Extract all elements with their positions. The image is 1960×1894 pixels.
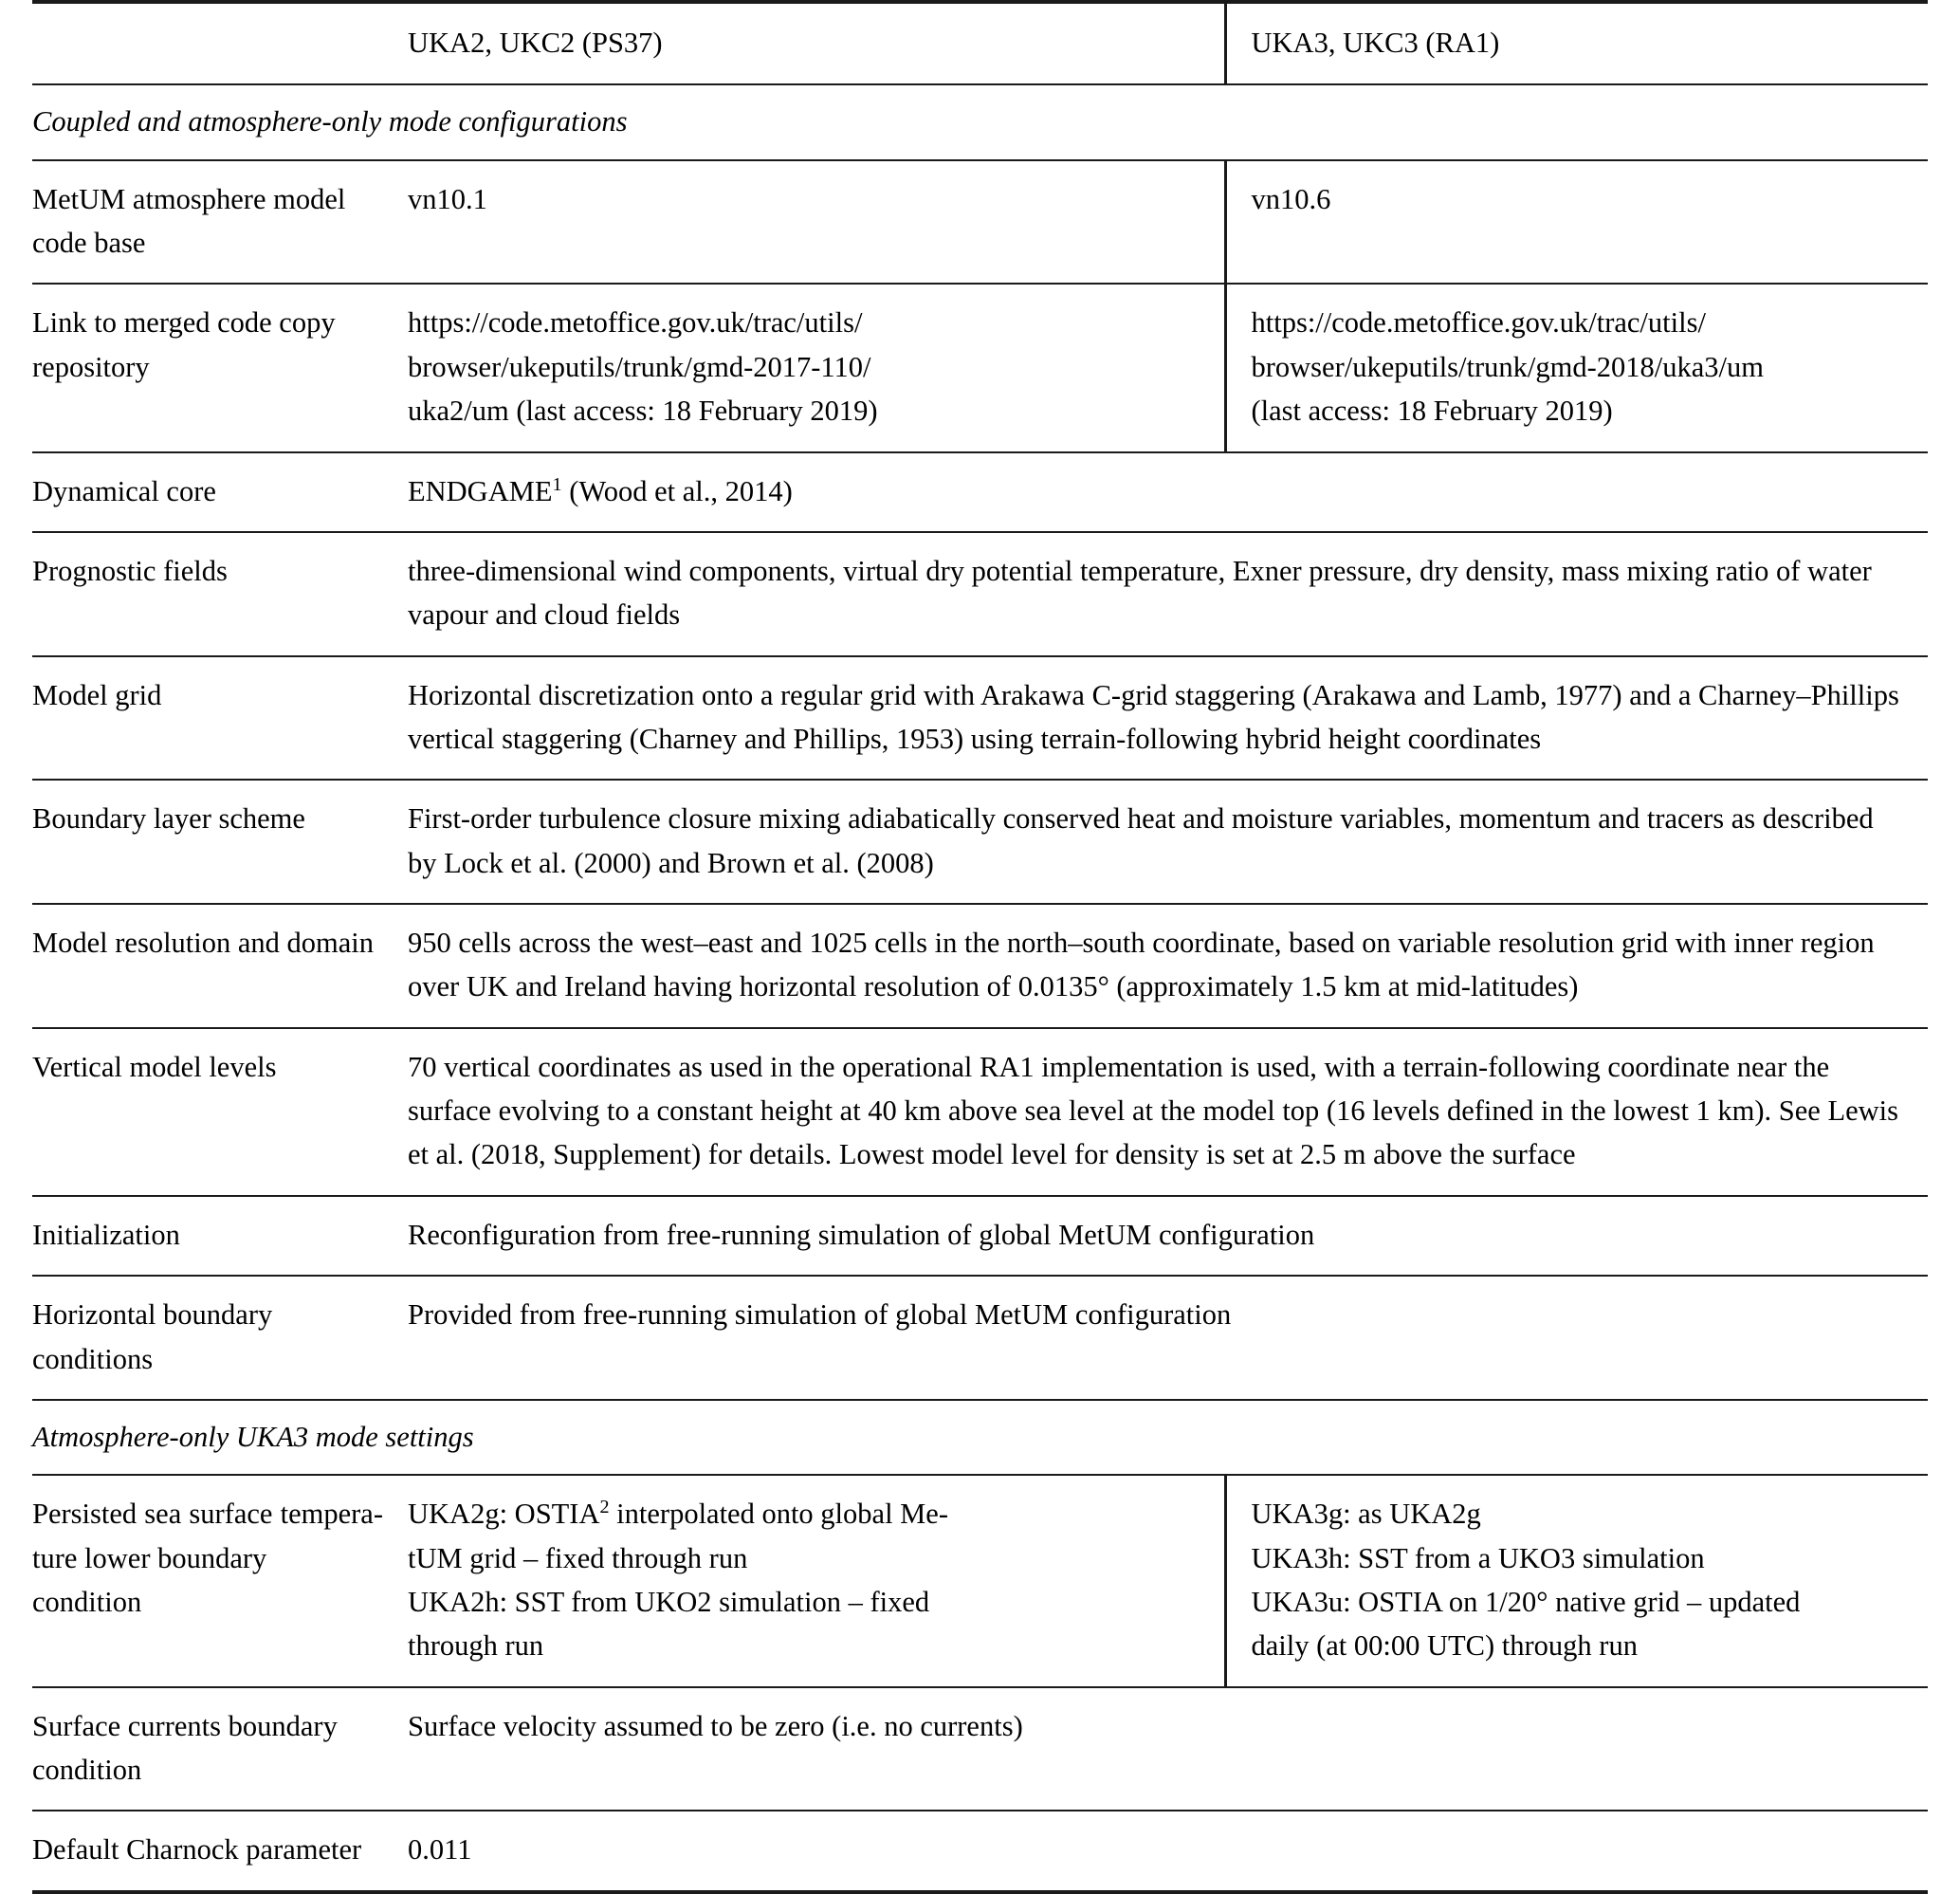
table-row (32, 284, 1928, 451)
row-label-line: Surface currents boundary (32, 1709, 338, 1742)
table-row (32, 1276, 1928, 1400)
row-label-dynamical-core: Dynamical core (32, 452, 408, 532)
model-configuration-table (32, 0, 1928, 1894)
footnote-marker-2: 2 (599, 1497, 610, 1518)
row-value-persisted-sst-uka3 (1225, 1475, 1928, 1686)
row-label-line: ture lower boundary condition (32, 1541, 267, 1618)
row-value-repository-uka2 (408, 284, 1225, 451)
sst-setting-line: UKA3u: OSTIA on 1/20° native grid – updated (1251, 1585, 1801, 1618)
row-value-horizontal-boundary-conditions: Provided from free-running simulation of global MetUM configuration (408, 1276, 1928, 1400)
repository-url-line: (last access: 18 February 2019) (1251, 395, 1613, 428)
row-value-boundary-layer-scheme: First-order turbulence closure mixing adiabatically conserved heat and moisture variables, momentum and tracers as described by Lock et al. (2000) and Brown et al. (2008) (408, 780, 1928, 904)
row-value-dynamical-core (408, 452, 1928, 532)
dynamical-core-citation: (Wood et al., 2014) (561, 474, 793, 507)
row-value-metum-uka2: vn10.1 (408, 160, 1225, 285)
row-value-charnock-parameter: 0.011 (408, 1811, 1928, 1891)
sst-setting-line: UKA3g: as UKA2g (1251, 1498, 1481, 1531)
row-label-model-grid: Model grid (32, 656, 408, 781)
row-label-vertical-model-levels: Vertical model levels (32, 1028, 408, 1196)
row-label-line: repository (32, 350, 150, 383)
row-label-boundary-layer-scheme: Boundary layer scheme (32, 780, 408, 904)
sst-setting-line: through run (408, 1629, 544, 1663)
sst-setting-line: daily (at 00:00 UTC) through run (1251, 1629, 1638, 1663)
sst-setting-line (408, 1492, 1196, 1535)
row-label-line: code base (32, 227, 146, 260)
repository-url-line: browser/ukeputils/trunk/gmd-2017-110/ (408, 350, 871, 383)
table-row (32, 904, 1928, 1028)
header-label-cell (32, 2, 408, 84)
repository-url-line: uka2/um (last access: 18 February 2019) (408, 395, 878, 428)
row-label-line: Persisted sea surface tempera- (32, 1498, 383, 1531)
table-row (32, 1811, 1928, 1891)
section-heading-row-atmosphere-only (32, 1400, 1928, 1475)
footnote-marker-1: 1 (552, 473, 562, 495)
bottom-rule-cell (32, 1892, 1928, 1894)
row-value-model-grid: Horizontal discretization onto a regular grid with Arakawa C-grid staggering (Arakawa and Lamb, 1977) and a Charney–Phillips vertical staggering (Charney and Phillips, 1953) using terrain-following hybrid height coordinates (408, 656, 1928, 781)
table-row (32, 1028, 1928, 1196)
section-heading-row-coupled (32, 84, 1928, 159)
row-value-vertical-model-levels: 70 vertical coordinates as used in the operational RA1 implementation is used, with a terrain-following coordinate near the surface evolving to a constant height at 40 km above sea level at the model top (16 levels defined in the lowest 1 km). See Lewis et al. (2018, Supplement) for details. Lowest model level for density is set at 2.5 m above the surface (408, 1028, 1928, 1196)
table-header-row (32, 2, 1928, 84)
row-label-prognostic-fields: Prognostic fields (32, 532, 408, 656)
row-value-persisted-sst-uka2 (408, 1475, 1225, 1686)
row-label-persisted-sst (32, 1475, 408, 1686)
section-heading-atmosphere-only: Atmosphere-only UKA3 mode settings (32, 1400, 1928, 1475)
row-label-line: condition (32, 1754, 142, 1787)
table-row (32, 160, 1928, 285)
section-heading-coupled: Coupled and atmosphere-only mode configurations (32, 84, 1928, 159)
repository-url-line: https://code.metoffice.gov.uk/trac/utils/ (408, 306, 863, 340)
row-label-initialization: Initialization (32, 1196, 408, 1276)
header-col-b: UKA3, UKC3 (RA1) (1225, 2, 1928, 84)
row-value-surface-currents: Surface velocity assumed to be zero (i.e. no currents) (408, 1687, 1928, 1811)
table-bottom-rule (32, 1892, 1928, 1894)
row-label-metum-code-base (32, 160, 408, 285)
table-row (32, 1196, 1928, 1276)
row-label-horizontal-boundary-conditions: Horizontal boundary conditions (32, 1276, 408, 1400)
sst-uka2g-post: interpolated onto global Me- (609, 1498, 948, 1531)
table-row (32, 656, 1928, 781)
row-label-surface-currents (32, 1687, 408, 1811)
row-label-line: Link to merged code copy (32, 306, 336, 340)
dynamical-core-name: ENDGAME (408, 474, 553, 507)
sst-setting-line: UKA2h: SST from UKO2 simulation – fixed (408, 1585, 930, 1618)
table-row (32, 532, 1928, 656)
row-value-prognostic-fields: three-dimensional wind components, virtual dry potential temperature, Exner pressure, dry density, mass mixing ratio of water vapour and cloud fields (408, 532, 1928, 656)
row-label-line: MetUM atmosphere model (32, 182, 346, 215)
table-row (32, 452, 1928, 532)
row-label-code-repository (32, 284, 408, 451)
row-label-charnock-parameter: Default Charnock parameter (32, 1811, 408, 1891)
repository-url-line: https://code.metoffice.gov.uk/trac/utils/ (1251, 306, 1706, 340)
row-value-metum-uka3: vn10.6 (1225, 160, 1928, 285)
row-label-model-resolution: Model resolution and domain (32, 904, 408, 1028)
sst-setting-line: UKA3h: SST from a UKO3 simulation (1251, 1541, 1705, 1574)
repository-url-line: browser/ukeputils/trunk/gmd-2018/uka3/um (1251, 350, 1764, 383)
table-row (32, 780, 1928, 904)
row-value-repository-uka3 (1225, 284, 1928, 451)
header-col-a: UKA2, UKC2 (PS37) (408, 2, 1225, 84)
sst-setting-line: tUM grid – fixed through run (408, 1541, 748, 1574)
row-value-model-resolution: 950 cells across the west–east and 1025 cells in the north–south coordinate, based on variable resolution grid with inner region over UK and Ireland having horizontal resolution of 0.0135° (approximately 1.5 km at mid-latitudes) (408, 904, 1928, 1028)
table-row (32, 1687, 1928, 1811)
row-value-initialization: Reconfiguration from free-running simulation of global MetUM configuration (408, 1196, 1928, 1276)
sst-uka2g-pre: UKA2g: OSTIA (408, 1498, 600, 1531)
table-row (32, 1475, 1928, 1686)
